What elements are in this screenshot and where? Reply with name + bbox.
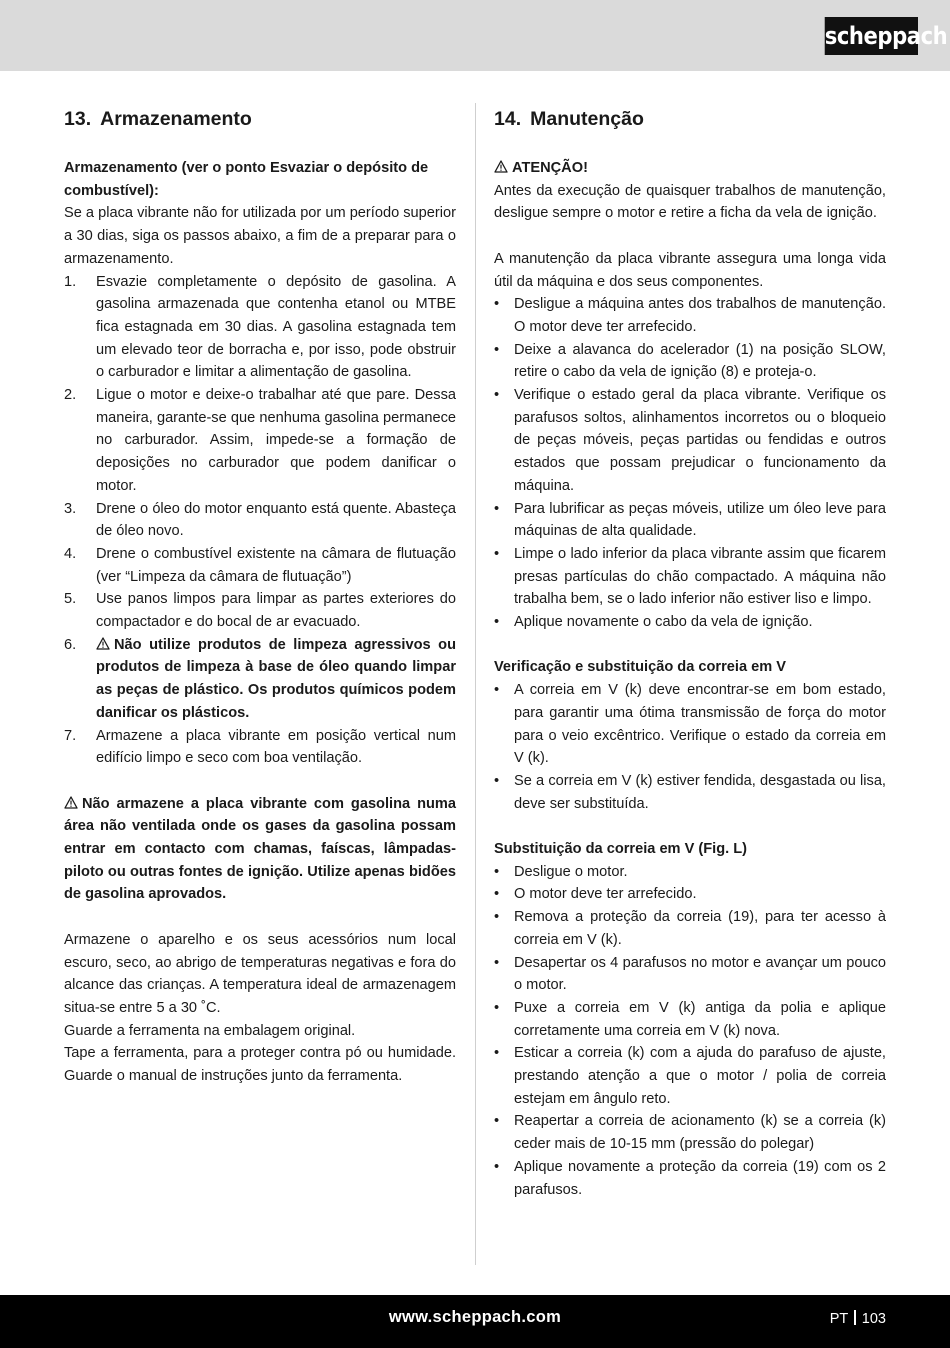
list-item: [494, 339, 886, 384]
section-13-title: Armazenamento: [100, 108, 252, 130]
list-item: [494, 906, 886, 951]
bullet-icon: •: [494, 909, 500, 926]
bullet-icon: •: [494, 1113, 500, 1130]
storage-step-3: [64, 498, 456, 543]
list-item-text: O motor deve ter arrefecido.: [514, 886, 697, 903]
bullet-icon: •: [494, 1158, 500, 1175]
bullet-icon: •: [494, 500, 500, 517]
list-item-text: Desligue o motor.: [514, 863, 628, 880]
page-number-area: [830, 1310, 886, 1327]
maintenance-intro: A manutenção da placa vibrante assegura uma longa vida útil da máquina e dos seus componentes.: [494, 250, 886, 290]
storage-step-7: [64, 725, 456, 770]
list-item-text: Puxe a correia em V (k) antiga da polia e aplique corretamente uma correia em V (k) nova.: [514, 999, 886, 1039]
step-number: 2.: [64, 387, 77, 404]
storage-step-1: [64, 271, 456, 385]
list-item-text: A correia em V (k) deve encontrar-se em bom estado, para garantir uma ótima transmissão de força do motor para o veio excêntrico. Verifique o estado da correia em V (k).: [514, 682, 886, 767]
section-13-number: 13.: [64, 108, 92, 130]
language-code: PT: [829, 1311, 849, 1327]
storage-intro: Se a placa vibrante não for utilizada por um período superior a 30 dias, siga os passos abaixo, a fim de a preparar para o armazenamento.: [64, 205, 456, 267]
list-item: [494, 861, 886, 884]
list-item: [494, 611, 886, 634]
belt-check-title: Verificação e substituição da correia em V: [494, 659, 787, 676]
storage-steps-list: [64, 271, 456, 770]
list-item-text: Verifique o estado geral da placa vibrante. Verifique os parafusos soltos, alinhamentos incorretos ou o bloqueio de peças móveis, peças partidas ou fendidas e outros estados que possam prejudicar o funcionamento da máquina.: [514, 387, 886, 494]
bullet-icon: •: [494, 886, 500, 903]
section-14-title: Manutenção: [530, 108, 644, 130]
belt-replace-list: [494, 861, 886, 1202]
list-item-text: Esticar a correia (k) com a ajuda do parafuso de ajuste, prestando atenção a que o motor / polia de correia estejam em ângulo reto.: [514, 1045, 886, 1107]
maintenance-column: [494, 101, 886, 1201]
page-footer: [0, 1295, 950, 1348]
step-number: 1.: [64, 273, 77, 290]
warning-icon: [96, 637, 114, 653]
list-item-text: Desapertar os 4 parafusos no motor e avançar um pouco o motor.: [514, 954, 886, 994]
step-number: 5.: [64, 591, 77, 608]
bullet-icon: •: [494, 545, 500, 562]
list-item: [494, 1110, 886, 1155]
list-item-text: Para lubrificar as peças móveis, utilize um óleo leve para máquinas de alta qualidade.: [514, 500, 886, 540]
maintenance-bullet-list: [494, 293, 886, 634]
list-item: [494, 1156, 886, 1201]
list-item-text: Aplique novamente a proteção da correia (19) com os 2 parafusos.: [514, 1158, 886, 1198]
section-13-heading: [64, 105, 456, 133]
bullet-icon: •: [494, 1045, 500, 1062]
step-text: Armazene a placa vibrante em posição vertical num edifício limpo e seco com boa ventilação.: [96, 727, 456, 767]
list-item: [494, 770, 886, 815]
step-text: Ligue o motor e deixe-o trabalhar até que pare. Dessa maneira, garante-se que nenhuma gasolina permanece no carburador. Assim, impede-se a formação de deposições no carburador que podem danificar o motor.: [96, 387, 456, 494]
attention-label: ATENÇÃO!: [512, 160, 588, 176]
step-text: Esvazie completamente o depósito de gasolina. A gasolina armazenada que contenha etanol ou MTBE fica estagnada em 30 dias. A gasolina estagnada tem um elevado teor de borracha e, por isso, pode obstruir o carburador e limitar a alimentação de gasolina.: [96, 273, 456, 381]
separator: [854, 1310, 856, 1325]
storage-step-5: [64, 588, 456, 633]
bullet-icon: •: [494, 772, 500, 789]
list-item-text: Remova a proteção da correia (19), para ter acesso à correia em V (k).: [514, 909, 886, 948]
list-item: [494, 883, 886, 906]
step-text: Não utilize produtos de limpeza agressivos ou produtos de limpeza à base de óleo quando limpar as peças de plástico. Os produtos químicos podem danificar os plásticos.: [96, 636, 456, 721]
step-number: 6.: [64, 636, 77, 653]
bullet-icon: •: [494, 954, 500, 971]
list-item: [494, 679, 886, 770]
step-number: 7.: [64, 727, 77, 744]
bullet-icon: •: [494, 682, 500, 699]
page-number: 103: [861, 1311, 886, 1327]
list-item-text: Deixe a alavanca do acelerador (1) na posição SLOW, retire o cabo da vela de ignição (8) e proteja-o.: [514, 341, 886, 381]
storage-paragraph-2: Guarde a ferramenta na embalagem original.: [64, 1022, 356, 1039]
section-14-heading: [494, 105, 886, 133]
storage-warning: [64, 793, 456, 907]
storage-paragraph-1: Armazene o aparelho e os seus acessórios num local escuro, seco, ao abrigo de temperaturas negativas e fora do alcance das crianças. A temperatura ideal de armazenagem situa-se entre 5 a 30 ˚C.: [64, 931, 456, 1016]
list-item-text: Aplique novamente o cabo da vela de ignição.: [514, 614, 813, 631]
list-item: [494, 543, 886, 611]
list-item-text: Se a correia em V (k) estiver fendida, desgastada ou lisa, deve ser substituída.: [514, 772, 886, 812]
bullet-icon: •: [494, 341, 500, 358]
column-divider: [475, 103, 476, 1265]
storage-step-6: [64, 634, 456, 725]
belt-replace-title: Substituição da correia em V (Fig. L): [494, 841, 748, 858]
storage-paragraph-3: Tape a ferramenta, para a proteger contra pó ou humidade. Guarde o manual de instruções junto da ferramenta.: [64, 1045, 456, 1085]
list-item-text: Reapertar a correia de acionamento (k) se a correia (k) ceder mais de 10-15 mm (pressão do polegar): [514, 1113, 886, 1153]
step-text: Drene o combustível existente na câmara de flutuação (ver “Limpeza da câmara de flutuação”): [96, 545, 456, 585]
list-item: [494, 1042, 886, 1110]
storage-subtitle: Armazenamento (ver o ponto Esvaziar o depósito de combustível):: [64, 160, 429, 199]
list-item-text: Desligue a máquina antes dos trabalhos de manutenção. O motor deve ter arrefecido.: [514, 296, 886, 335]
list-item-text: Limpe o lado inferior da placa vibrante assim que ficarem presas partículas do chão compactado. A máquina não trabalha bem, se o lado inferior não estiver liso e limpo.: [514, 545, 886, 608]
list-item: [494, 952, 886, 997]
belt-check-list: [494, 679, 886, 815]
attention-text: Antes da execução de quaisquer trabalhos de manutenção, desligue sempre o motor e retire a ficha da vela de ignição.: [494, 182, 886, 222]
attention-label-line: [494, 157, 886, 180]
website-link[interactable]: www.scheppach.com: [388, 1308, 562, 1326]
step-text: Use panos limpos para limpar as partes exteriores do compactador e do bocal de ar evacuado.: [96, 591, 456, 631]
step-number: 3.: [64, 500, 77, 517]
warning-text: Não armazene a placa vibrante com gasolina numa área não ventilada onde os gases da gasolina possam entrar em contacto com chamas, faíscas, lâmpadas-piloto ou outras fontes de ignição. Utilize apenas bidões de gasolina aprovados.: [64, 795, 456, 903]
list-item: [494, 498, 886, 543]
bullet-icon: •: [494, 999, 500, 1016]
storage-column: [64, 101, 456, 1088]
bullet-icon: •: [494, 863, 500, 880]
step-text: Drene o óleo do motor enquanto está quente. Abasteça de óleo novo.: [96, 500, 456, 540]
page-header: [0, 0, 950, 71]
storage-step-4: [64, 543, 456, 588]
bullet-icon: •: [494, 614, 500, 631]
section-14-number: 14.: [494, 108, 522, 130]
list-item: [494, 293, 886, 338]
warning-icon: [494, 160, 512, 176]
list-item: [494, 997, 886, 1042]
bullet-icon: •: [494, 296, 500, 313]
scheppach-logo: scheppach: [825, 17, 918, 55]
step-number: 4.: [64, 545, 77, 562]
storage-step-2: [64, 384, 456, 498]
warning-icon: [64, 796, 82, 812]
bullet-icon: •: [494, 387, 500, 404]
list-item: [494, 384, 886, 498]
